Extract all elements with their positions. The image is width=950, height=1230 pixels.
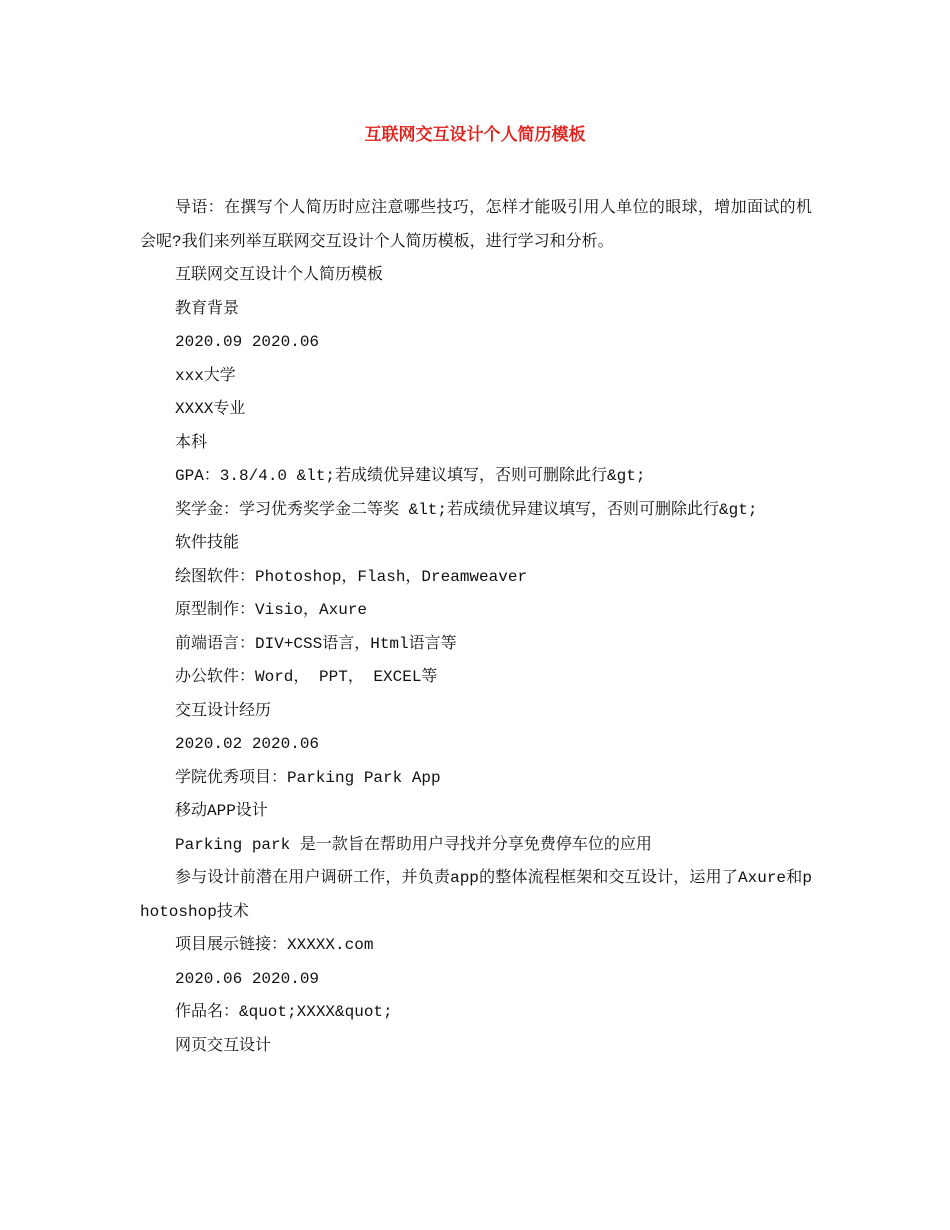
project-responsibility-paragraph: 参与设计前潜在用户调研工作，并负责app的整体流程框架和交互设计，运用了Axure和photoshop技术 [140,869,812,921]
project-title-line: 学院优秀项目：Parking Park App [175,768,441,787]
education-dates: 2020.09 2020.06 [175,333,320,351]
drawing-software-line: 绘图软件：Photoshop，Flash，Dreamweaver [175,567,528,586]
gpa-line: GPA：3.8/4.0 &lt;若成绩优异建议填写，否则可删除此行&gt; [175,467,646,485]
intro-paragraph: 导语：在撰写个人简历时应注意哪些技巧，怎样才能吸引用人单位的眼球，增加面试的机会呢?我们来列举互联网交互设计个人简历模板，进行学习和分析。 [140,199,812,251]
office-software-line: 办公软件：Word， PPT， EXCEL等 [175,668,438,686]
degree-line: 本科 [175,433,208,452]
scholarship-line: 奖学金：学习优秀奖学金二等奖 &lt;若成绩优异建议填写，否则可删除此行&gt; [175,500,758,519]
education-heading: 教育背景 [175,299,240,318]
work-name-line: 作品名：&quot;XXXX&quot; [175,1003,393,1021]
resume-template-heading: 互联网交互设计个人简历模板 [175,266,384,284]
frontend-languages-line: 前端语言：DIV+CSS语言，Html语言等 [175,634,457,653]
document-title: 互联网交互设计个人简历模板 [364,125,586,145]
interaction-experience-heading: 交互设计经历 [175,701,272,720]
prototyping-line: 原型制作：Visio，Axure [175,601,368,619]
software-skills-heading: 软件技能 [175,534,240,552]
project-type-line: 移动APP设计 [175,802,268,820]
major-line: XXXX专业 [175,400,246,418]
project-description-line: Parking park 是一款旨在帮助用户寻找并分享免费停车位的应用 [175,835,652,854]
experience-dates-2: 2020.06 2020.09 [175,969,320,988]
experience-dates-1: 2020.02 2020.06 [175,735,320,753]
project-link-line: 项目展示链接：XXXXX.com [175,936,374,954]
web-interaction-design-line: 网页交互设计 [175,1036,272,1055]
document-body [140,192,812,1063]
university-line: xxx大学 [175,366,236,385]
